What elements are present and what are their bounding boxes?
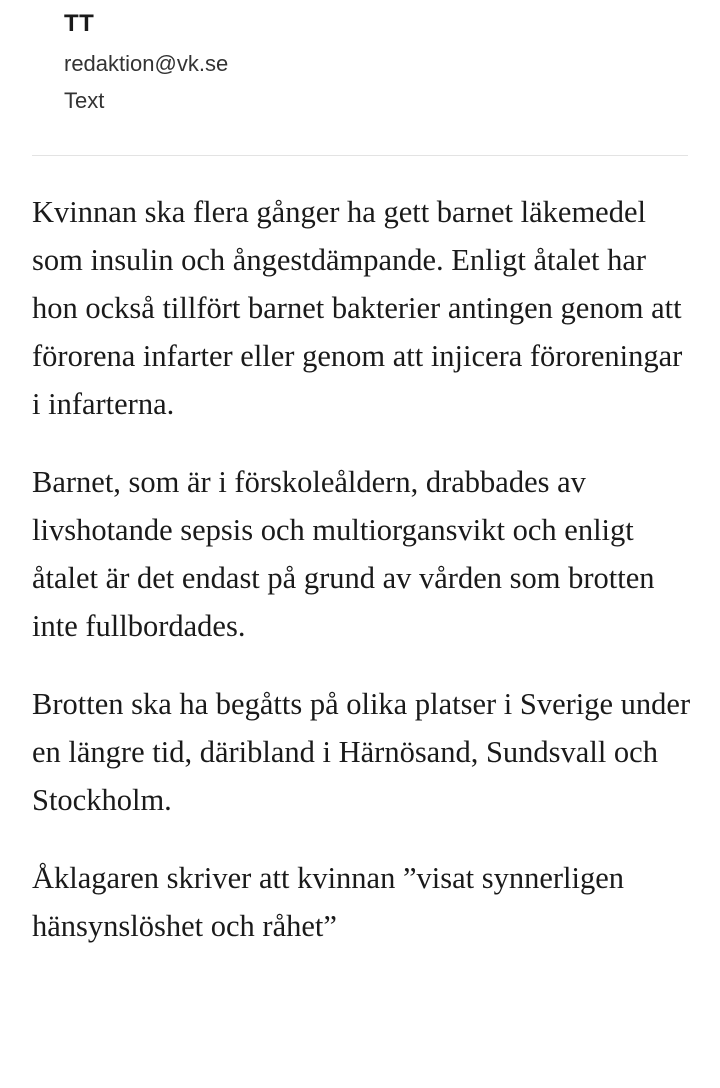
article-paragraph: Kvinnan ska flera gånger ha gett barnet läkemedel som insulin och ångestdämpande. Enligt åtalet har hon också tillfört barnet bakterier antingen genom att förorena infarter eller genom att injicera föroreningar i infarterna. [32,195,683,421]
author-role: Text [64,88,105,113]
article-byline [64,6,228,117]
article-paragraph: Åklagaren skriver att kvinnan ”visat synnerligen hänsynslöshet och råhet” [32,861,625,943]
byline-divider [32,155,688,156]
article-paragraph: Brotten ska ha begåtts på olika platser i Sverige under en längre tid, däribland i Härnösand, Sundsvall och Stockholm. [32,687,691,817]
article-paragraph: Barnet, som är i förskoleåldern, drabbades av livshotande sepsis och multiorgansvikt och enligt åtalet är det endast på grund av vården som brotten inte fullbordades. [32,465,655,643]
author-email[interactable]: redaktion@vk.se [64,51,229,76]
article-body [32,188,692,980]
author-name: TT [64,10,95,37]
